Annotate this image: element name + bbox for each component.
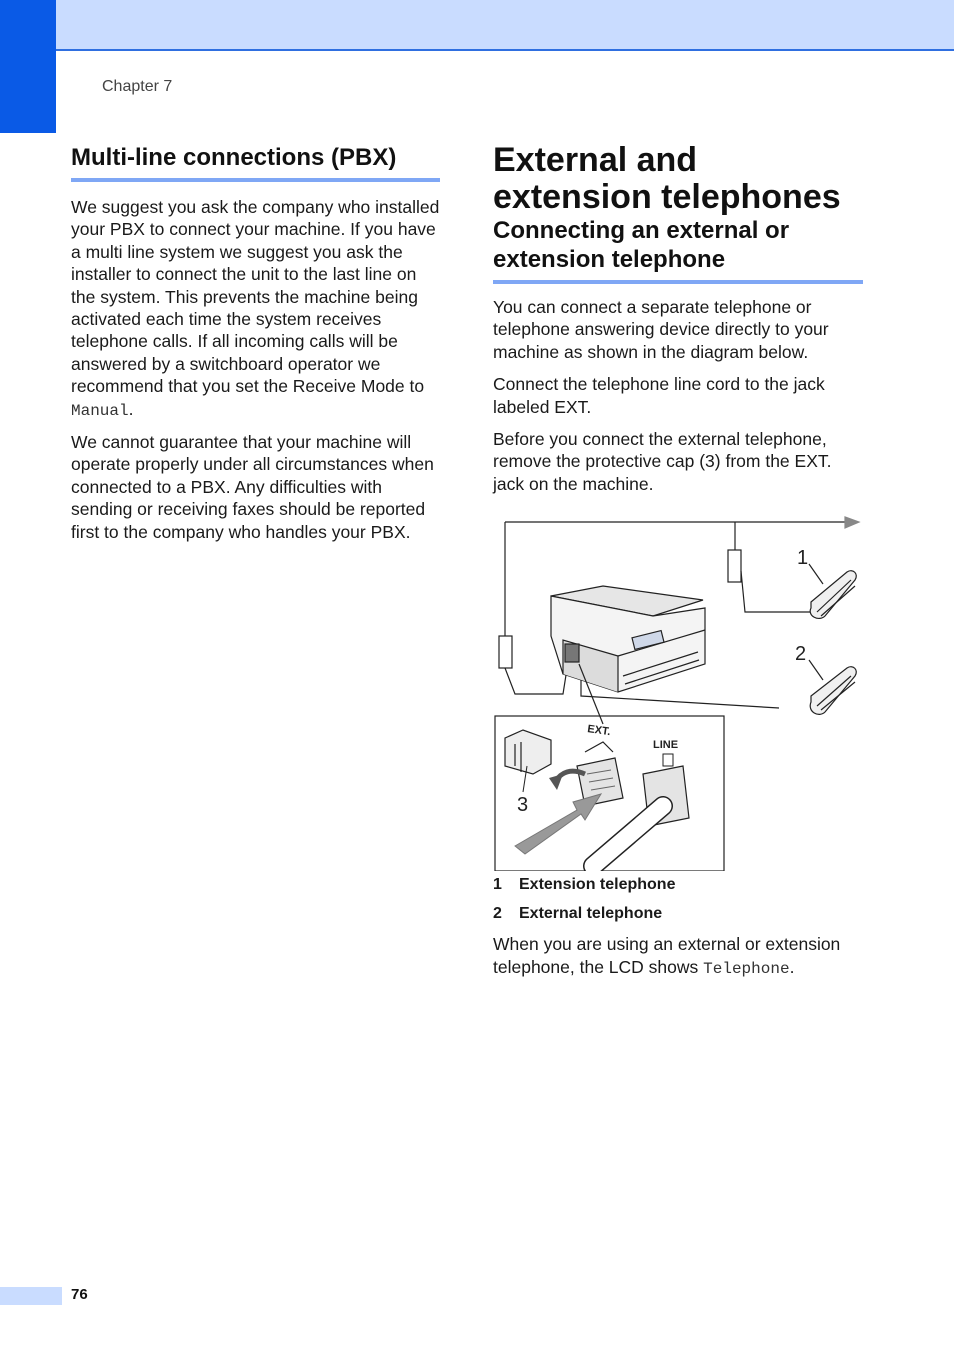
legend-item-1-label: Extension telephone <box>519 876 676 894</box>
lcd-paragraph-text: When you are using an external or extension telephone, the LCD shows <box>493 934 841 977</box>
legend-item-1 <box>493 875 863 895</box>
page-number-tab <box>0 1287 62 1305</box>
external-telephone-illustration <box>809 660 856 714</box>
legend-item-2-label: External telephone <box>519 905 663 923</box>
pbx-paragraph-1-text: We suggest you ask the company who installed your PBX to connect your machine. If you have a multi line system we suggest you ask the installer to connect the unit to the last line on the system. This prevents the machine being activated each time the system receives telephone calls. If all incoming calls will be answered by a switchboard operator we recommend that you set the Receive Mode to <box>71 197 440 397</box>
callout-3: 3 <box>517 794 529 817</box>
page-title: External and extension telephones <box>493 141 841 216</box>
connection-diagram <box>493 516 863 871</box>
machine-illustration <box>551 586 705 692</box>
line-jack-label: LINE <box>653 739 679 752</box>
lcd-paragraph-end: . <box>789 956 795 977</box>
legend-item-2 <box>493 904 863 924</box>
legend-item-1-num: 1 <box>493 876 502 894</box>
ext-jack-label: EXT. <box>586 723 612 739</box>
section-heading-pbx: Multi-line connections (PBX) <box>71 142 440 182</box>
callout-1: 1 <box>797 547 809 570</box>
legend-item-2-num: 2 <box>493 905 502 923</box>
connect-paragraph-2: Connect the telephone line cord to the jack labeled EXT. <box>493 374 825 417</box>
jack-inset <box>495 664 724 871</box>
extension-telephone-illustration <box>809 564 856 618</box>
header-band <box>0 0 954 51</box>
chapter-tab <box>0 0 56 133</box>
receive-mode-value: Manual <box>71 401 129 420</box>
section-heading-connecting: Connecting an external or extension telephone <box>493 216 863 284</box>
lcd-value: Telephone <box>703 959 790 978</box>
right-column <box>493 142 863 980</box>
chapter-label: Chapter 7 <box>102 78 173 95</box>
pbx-paragraph-2: We cannot guarantee that your machine will operate properly under all circumstances when connected to a PBX. Any difficulties with sending or receiving faxes should be reported first to the company who handles your PBX. <box>71 432 434 542</box>
pbx-paragraph-1 <box>71 196 440 422</box>
lcd-paragraph <box>493 933 863 980</box>
page-number: 76 <box>71 1286 88 1303</box>
left-column <box>71 142 440 543</box>
callout-2: 2 <box>795 643 807 666</box>
connect-paragraph-1: You can connect a separate telephone or telephone answering device directly to your machine as shown in the diagram below. <box>493 297 829 362</box>
diagram-legend <box>493 875 863 924</box>
pbx-paragraph-1-end: . <box>128 398 134 419</box>
connect-paragraph-3: Before you connect the external telephone, remove the protective cap (3) from the EXT. jack on the machine. <box>493 429 832 494</box>
